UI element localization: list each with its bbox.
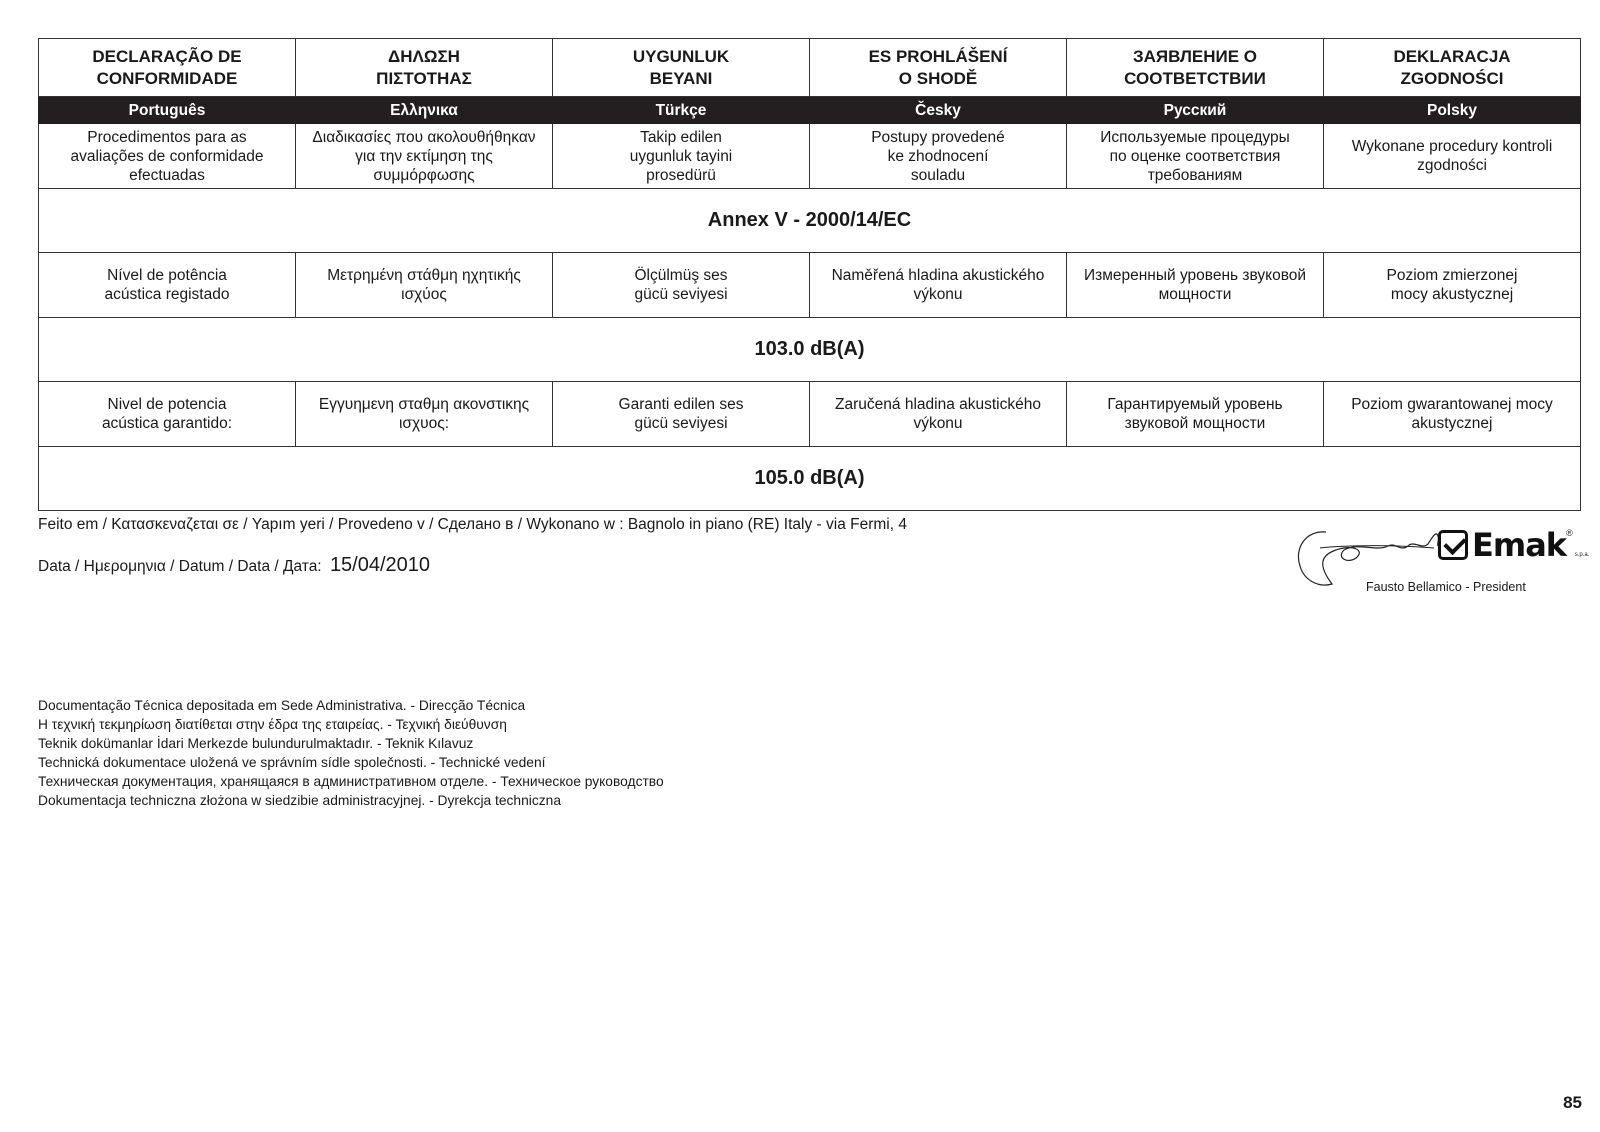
annex-row [39, 189, 1581, 253]
guaranteed-row [39, 382, 1581, 447]
guaranteed-pt: Nivel de potencia acústica garantido: [39, 382, 296, 447]
date-value: 15/04/2010 [329, 554, 431, 576]
guaranteed-value: 105.0 dB(A) [39, 447, 1581, 511]
measured-value-row [39, 318, 1581, 382]
measured-el: Μετρημένη στάθμη ηχητικής ισχύος [296, 253, 553, 318]
date-line [38, 554, 430, 577]
measured-ru: Измеренный уровень звуковой мощности [1067, 253, 1324, 318]
guaranteed-el: Εγγυημενη σταθμη ακονστικης ισχυος: [296, 382, 553, 447]
measured-tr: Ölçülmüş ses gücü seviyesi [553, 253, 810, 318]
guaranteed-value-row [39, 447, 1581, 511]
title-tr: UYGUNLUK BEYANI [553, 39, 810, 97]
tech-doc-line: Dokumentacja techniczna złożona w siedzibie administracyjnej. - Dyrekcja techniczna [38, 793, 561, 808]
emak-logo-icon [1438, 530, 1468, 560]
signature-block [1296, 526, 1590, 598]
measured-value: 103.0 dB(A) [39, 318, 1581, 382]
procedure-ru: Используемые процедуры по оценке соответствия требованиям [1067, 124, 1324, 189]
measured-pt: Nível de potência acústica registado [39, 253, 296, 318]
guaranteed-tr: Garanti edilen ses gücü seviyesi [553, 382, 810, 447]
declaration-table [38, 38, 1581, 511]
guaranteed-ru: Гарантируемый уровень звуковой мощности [1067, 382, 1324, 447]
title-ru: ЗАЯВЛЕНИЕ О СООТВЕТСТВИИ [1067, 39, 1324, 97]
lang-ru: Русский [1067, 97, 1324, 124]
logo-text: Emak [1472, 526, 1567, 564]
lang-pl: Polsky [1324, 97, 1581, 124]
title-el: ΔΗΛΩΣΗ ΠΙΣΤΟΤΗΑΣ [296, 39, 553, 97]
tech-doc-line: Teknik dokümanlar İdari Merkezde bulundurulmaktadır. - Teknik Kılavuz [38, 736, 474, 751]
tech-doc-line: Documentação Técnica depositada em Sede Administrativa. - Direcção Técnica [38, 698, 526, 713]
tech-doc-line: Technická dokumentace uložená ve správním sídle společnosti. - Technické vedení [38, 755, 546, 770]
page-number: 85 [1563, 1093, 1582, 1112]
measured-pl: Poziom zmierzonej mocy akustycznej [1324, 253, 1581, 318]
emak-logo [1438, 528, 1589, 562]
procedure-row [39, 124, 1581, 189]
procedure-pt: Procedimentos para as avaliações de conformidade efectuadas [39, 124, 296, 189]
lang-cs: Česky [810, 97, 1067, 124]
title-pl: DEKLARACJA ZGODNOŚCI [1324, 39, 1581, 97]
date-label: Data / Ημερομηνια / Datum / Data / Дата: [38, 558, 322, 575]
procedure-tr: Takip edilen uygunluk tayini prosedürü [553, 124, 810, 189]
logo-sub: s.p.a. [1574, 552, 1590, 558]
title-row [39, 39, 1581, 97]
procedure-cs: Postupy provedené ke zhodnocení souladu [810, 124, 1067, 189]
lang-el: Ελληνικα [296, 97, 553, 124]
title-cs: ES PROHLÁŠENÍ O SHODĚ [810, 39, 1067, 97]
signer-name: Fausto Bellamico - President [1366, 580, 1526, 594]
title-pt: DECLARAÇÃO DE CONFORMIDADE [39, 39, 296, 97]
procedure-el: Διαδικασίες που ακολουθήθηκαν για την εκτίμηση της συμμόρφωσης [296, 124, 553, 189]
made-in-line: Feito em / Κατασκεναζεται σε / Yapım yeri / Provedeno v / Сделано в / Wykonano w : Bagnolo in piano (RE) Italy - via Fermi, 4 [38, 516, 907, 533]
language-row [39, 97, 1581, 124]
measured-row [39, 253, 1581, 318]
tech-doc-line: Η τεχνική τεκμηρίωση διατίθεται στην έδρα της εταιρείας. - Τεχνική διεύθυνση [38, 717, 507, 732]
lang-pt: Português [39, 97, 296, 124]
annex-value: Annex V - 2000/14/EC [39, 189, 1581, 253]
procedure-pl: Wykonane procedury kontroli zgodności [1324, 124, 1581, 189]
measured-cs: Naměřená hladina akustického výkonu [810, 253, 1067, 318]
tech-docs [38, 696, 664, 810]
guaranteed-pl: Poziom gwarantowanej mocy akustycznej [1324, 382, 1581, 447]
logo-reg: ® [1566, 528, 1573, 538]
guaranteed-cs: Zaručená hladina akustického výkonu [810, 382, 1067, 447]
tech-doc-line: Техническая документация, хранящаяся в административном отделе. - Техническое руководство [38, 774, 664, 789]
lang-tr: Türkçe [553, 97, 810, 124]
